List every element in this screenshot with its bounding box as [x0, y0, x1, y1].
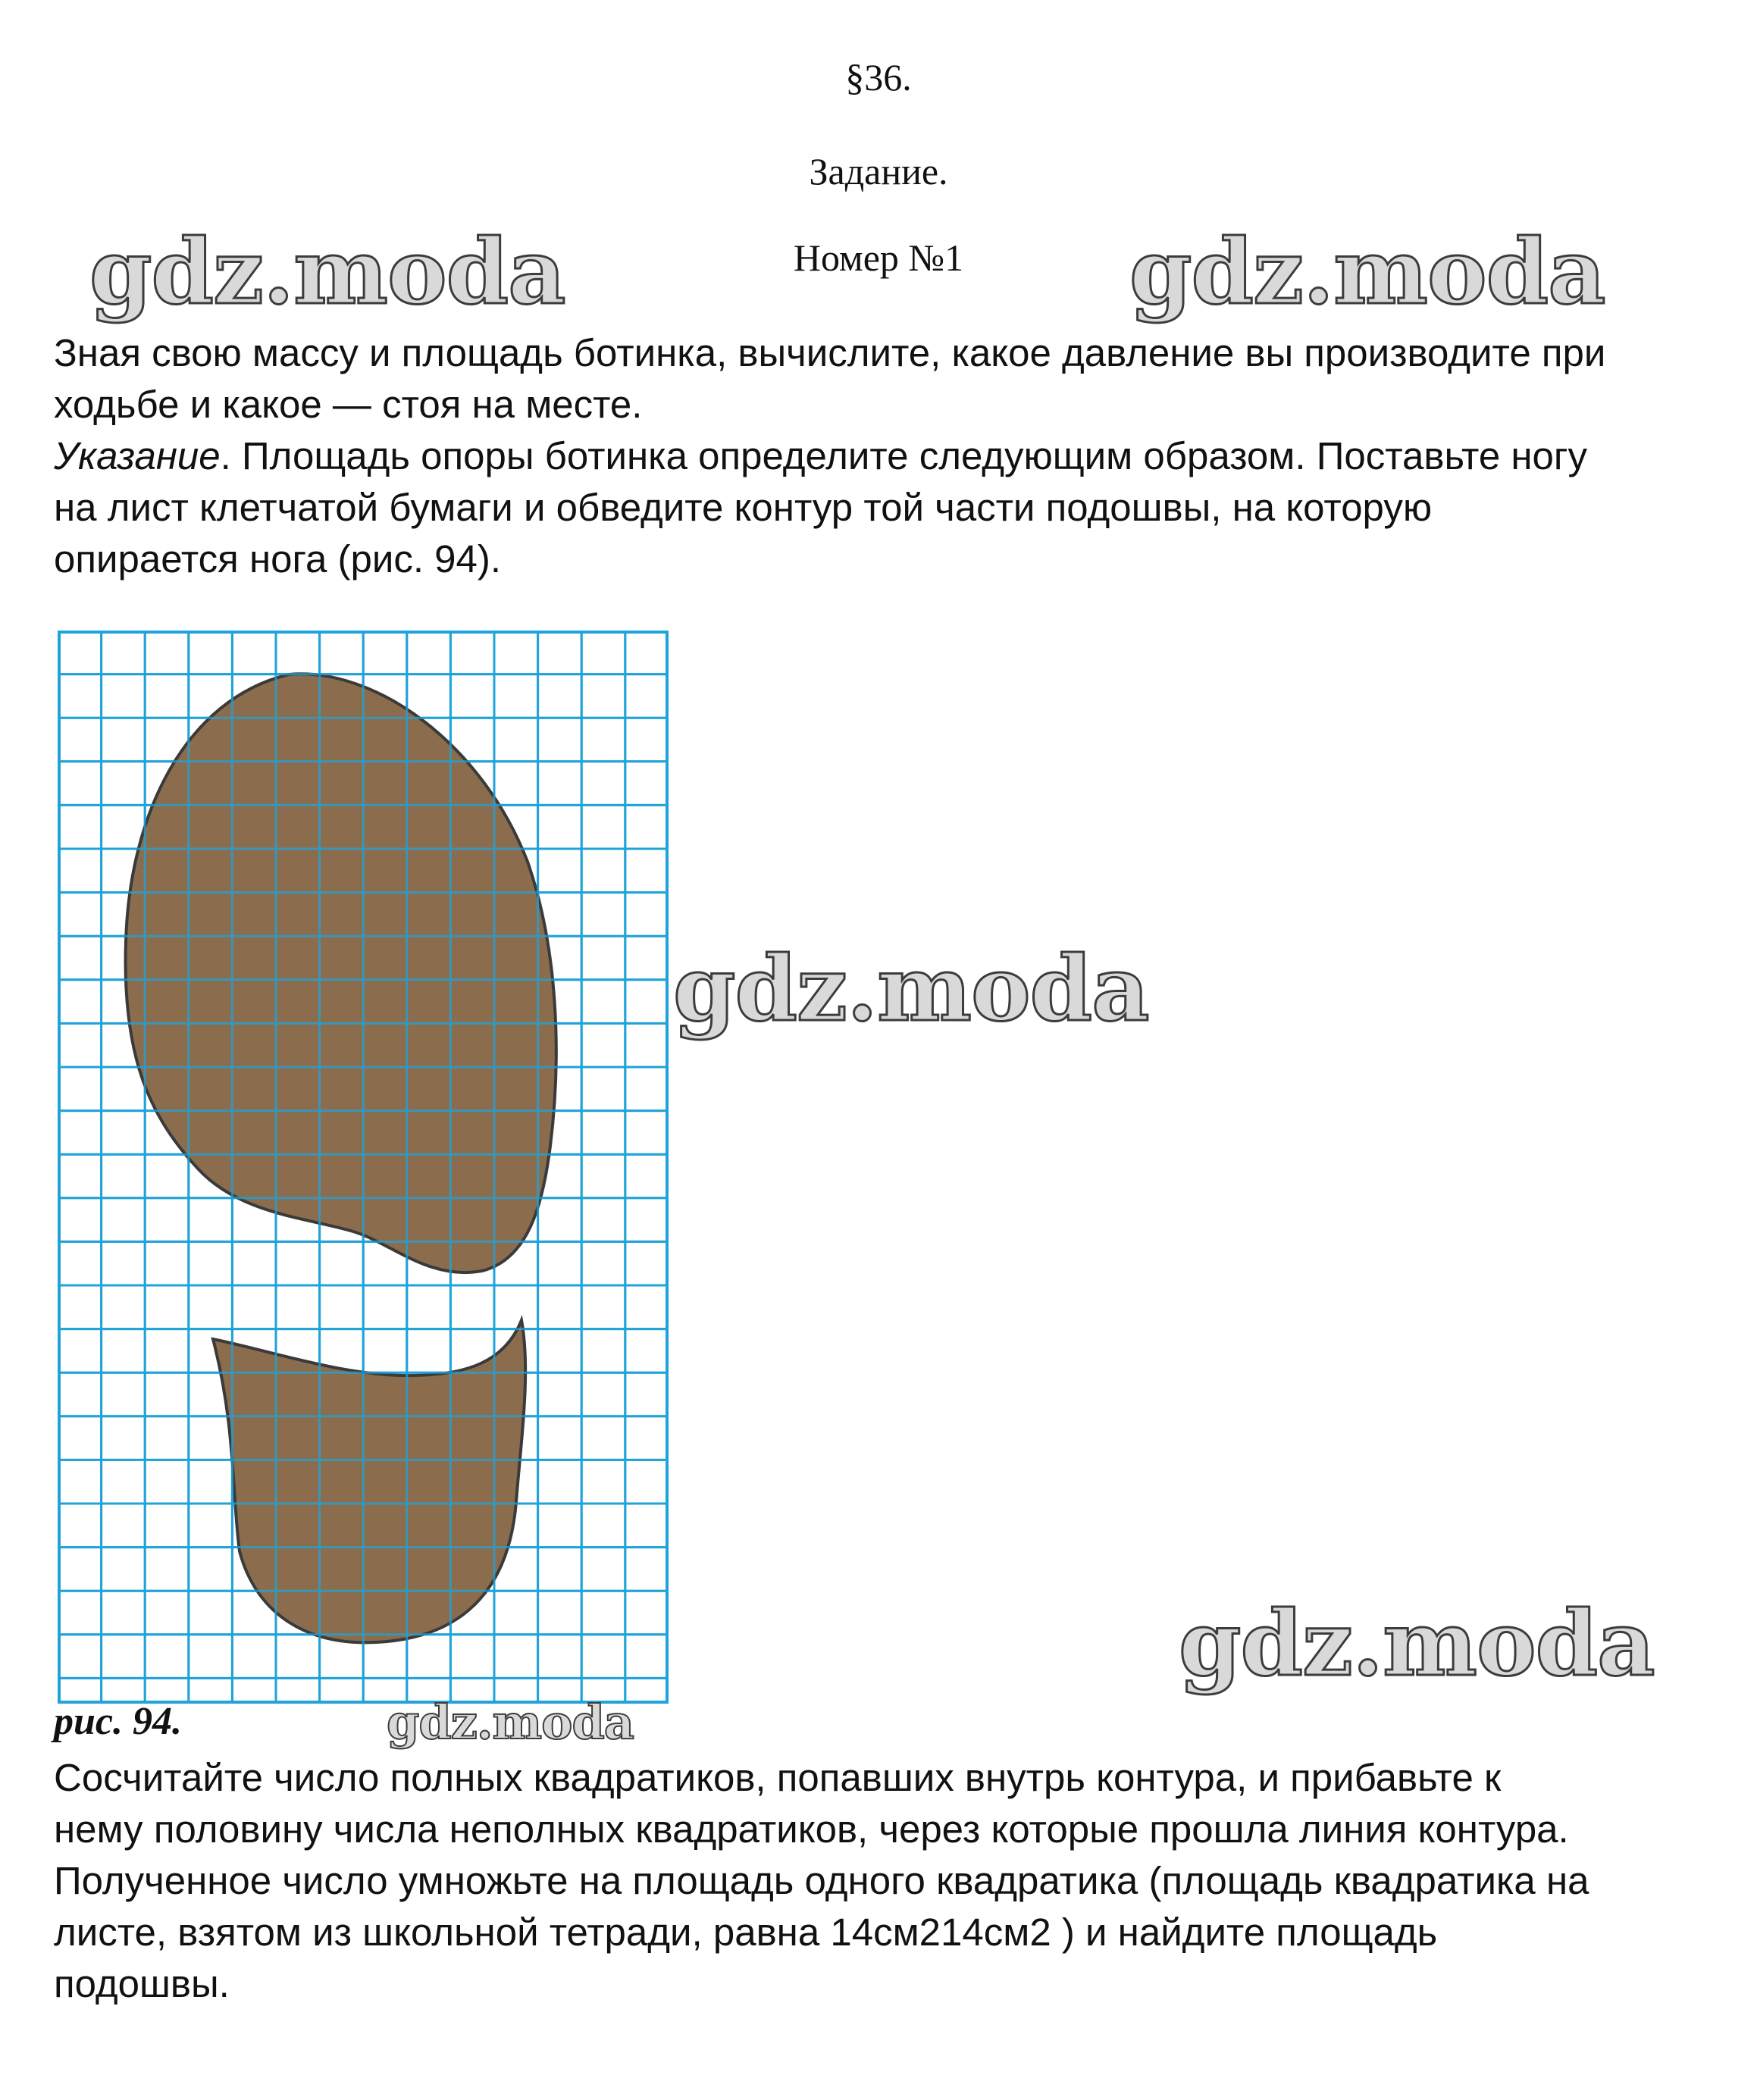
hint-text: . Площадь опоры ботинка определите следующим образом. Поставьте ногу	[220, 434, 1587, 477]
watermark: gdz.moda	[673, 936, 1149, 1041]
figure-caption: рис. 94.	[54, 1700, 182, 1743]
instructions-line: нему половину числа неполных квадратиков, через которые прошла линия контура.	[54, 1807, 1569, 1851]
instructions-text	[54, 1752, 1721, 2010]
hint-line	[54, 430, 1721, 482]
instructions-line: Полученное число умножьте на площадь одного квадратика (площадь квадратика на	[54, 1859, 1589, 1902]
task-text	[54, 327, 1721, 585]
instructions-line: листе, взятом из школьной тетради, равна 14см214см2 ) и найдите площадь	[54, 1911, 1438, 1954]
instructions-line: Сосчитайте число полных квадратиков, попавших внутрь контура, и прибавьте к	[54, 1756, 1502, 1799]
task-text-line: Зная свою массу и площадь ботинка, вычислите, какое давление вы производите при	[54, 331, 1606, 374]
number-heading: Номер №1	[793, 236, 964, 279]
hint-line: опирается нога (рис. 94).	[54, 537, 502, 581]
sole-grid-figure	[58, 631, 669, 1704]
watermark: gdz.moda	[387, 1695, 634, 1750]
instructions-line: подошвы.	[54, 1962, 230, 2005]
section-number: §36.	[845, 56, 912, 99]
watermark: gdz.moda	[1179, 1591, 1655, 1696]
task-text-line: ходьбе и какое — стоя на месте.	[54, 383, 643, 426]
hint-line: на лист клетчатой бумаги и обведите контур той части подошвы, на которую	[54, 486, 1433, 529]
watermark: gdz.moda	[89, 219, 565, 324]
watermark: gdz.moda	[1129, 219, 1605, 324]
task-heading: Задание.	[809, 150, 948, 192]
hint-label: Указание	[54, 434, 221, 477]
